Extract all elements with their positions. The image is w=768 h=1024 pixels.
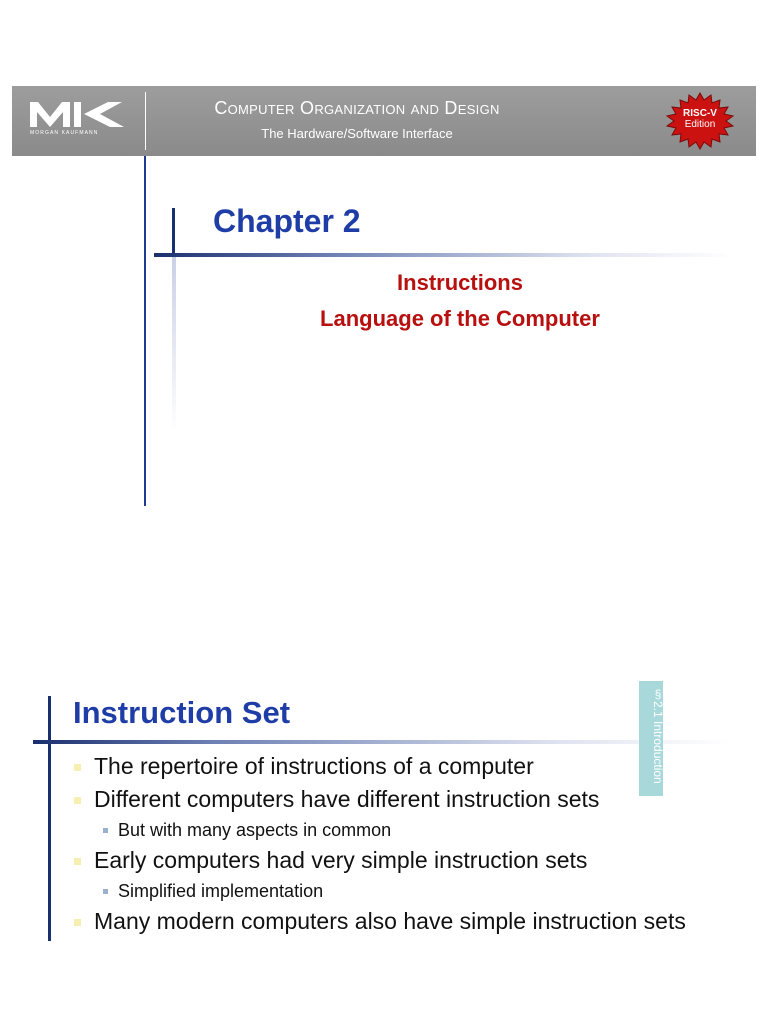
section-tab-label: §2.1 Introduction <box>651 687 665 784</box>
mk-logo-icon <box>30 100 126 128</box>
edition-badge-line1: RISC-V <box>683 108 717 119</box>
sub-bullet-item: Simplified implementation <box>73 877 686 905</box>
chapter-title: Chapter 2 <box>213 203 361 239</box>
bullet-item: Early computers had very simple instruction sets <box>73 844 686 877</box>
sub-bullet-item: But with many aspects in common <box>73 816 686 844</box>
edition-badge <box>664 92 736 150</box>
chapter-subtitle-line2: Language of the Computer <box>320 306 600 331</box>
bullet-list <box>73 750 686 938</box>
slide2-horizontal-rule <box>33 740 733 744</box>
slide1-fade-rule <box>172 254 176 434</box>
edition-badge-line2: Edition <box>684 119 716 130</box>
slide2-vertical-rule <box>48 696 51 941</box>
slide1-vertical-rule <box>144 156 146 506</box>
book-header-band <box>12 86 756 156</box>
chapter-subtitle-line1: Instructions <box>397 270 523 295</box>
slide-title: Instruction Set <box>73 695 291 730</box>
slide1-title-accent <box>172 208 175 254</box>
slide1-horizontal-rule <box>154 253 734 257</box>
book-title: Computer Organization and Design <box>214 98 500 118</box>
publisher-name: MORGAN KAUFMANN <box>30 130 99 136</box>
bullet-item: Many modern computers also have simple instruction sets <box>73 905 686 938</box>
header-divider <box>145 92 146 150</box>
bullet-item: The repertoire of instructions of a computer <box>73 750 686 783</box>
publisher-logo <box>30 100 126 140</box>
book-subtitle: The Hardware/Software Interface <box>261 126 453 141</box>
bullet-item: Different computers have different instruction sets <box>73 783 686 816</box>
